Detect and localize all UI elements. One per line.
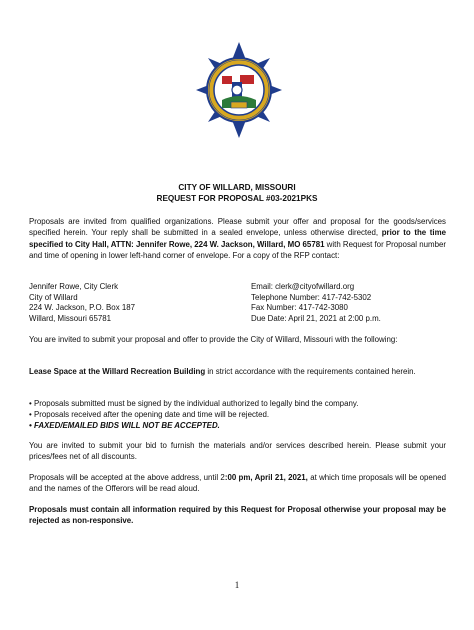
city-heading: CITY OF WILLARD, MISSOURI: [178, 183, 296, 192]
list-item: • FAXED/EMAILED BIDS WILL NOT BE ACCEPTED.: [29, 421, 220, 431]
lease-title-bold: Lease Space at the Willard Recreation Building: [29, 367, 206, 376]
list-item: • Proposals submitted must be signed by the individual authorized to legally bind the company.: [29, 399, 359, 408]
contact-due-date: Due Date: April 21, 2021 at 2:00 p.m.: [251, 313, 381, 323]
contact-name: Jennifer Rowe, City Clerk: [29, 282, 119, 291]
document-title: [0, 182, 474, 204]
contact-fax: Fax Number: 417-742-3080: [251, 303, 348, 313]
acceptance-deadline-bold: :00 pm, April 21, 2021,: [224, 473, 308, 482]
lease-paragraph: [29, 366, 446, 377]
lease-text: in strict accordance with the requirements contained herein.: [205, 367, 416, 376]
intro-text-1: Proposals are invited from qualified organizations. Please submit your offer and proposal for the goods/services specified herein. Your reply shall be submitted in a sealed envelope, unless otherwise directed,: [29, 217, 446, 238]
acceptance-text-1: Proposals will be accepted at the above address, until 2: [29, 473, 225, 482]
page-number: 1: [234, 580, 240, 590]
intro-text-2: with Request for Proposal number and time of opening in lower left-hand corner of envelope. For a copy of the RFP contact:: [29, 239, 446, 260]
contact-city: Willard, Missouri 65781: [29, 313, 112, 323]
contact-phone: Telephone Number: 417-742-5302: [251, 292, 372, 302]
city-seal-logo: [196, 42, 282, 138]
contact-email: Email: clerk@cityofwillard.org: [251, 282, 355, 291]
contact-left-column: [29, 282, 135, 324]
intro-address-bold: prior to the time specified to City Hall, ATTN: Jennifer Rowe, 224 W. Jackson, Willard, MO 65781: [29, 228, 446, 249]
warning-paragraph: Proposals must contain all information required by this Request for Proposal otherwise your proposal may be rejected as non-responsive.: [29, 505, 446, 526]
rfp-heading: REQUEST FOR PROPOSAL #03-2021PKS: [156, 194, 318, 203]
contact-address: 224 W. Jackson, P.O. Box 187: [29, 303, 135, 313]
contact-org: City of Willard: [29, 292, 78, 302]
requirements-list: [29, 398, 446, 432]
contact-right-column: [251, 282, 381, 324]
list-item: • Proposals received after the opening date and time will be rejected.: [29, 410, 270, 420]
furnish-paragraph: You are invited to submit your bid to furnish the materials and/or services described herein. Please submit your prices/fees net of all discounts.: [29, 441, 446, 462]
invite-paragraph: You are invited to submit your proposal and offer to provide the City of Willard, Missouri with the following:: [29, 335, 398, 344]
acceptance-text-2: at which time proposals will be opened and the names of the Offerors will be read aloud.: [29, 473, 446, 494]
acceptance-paragraph: [29, 472, 446, 495]
intro-paragraph: [29, 216, 446, 261]
